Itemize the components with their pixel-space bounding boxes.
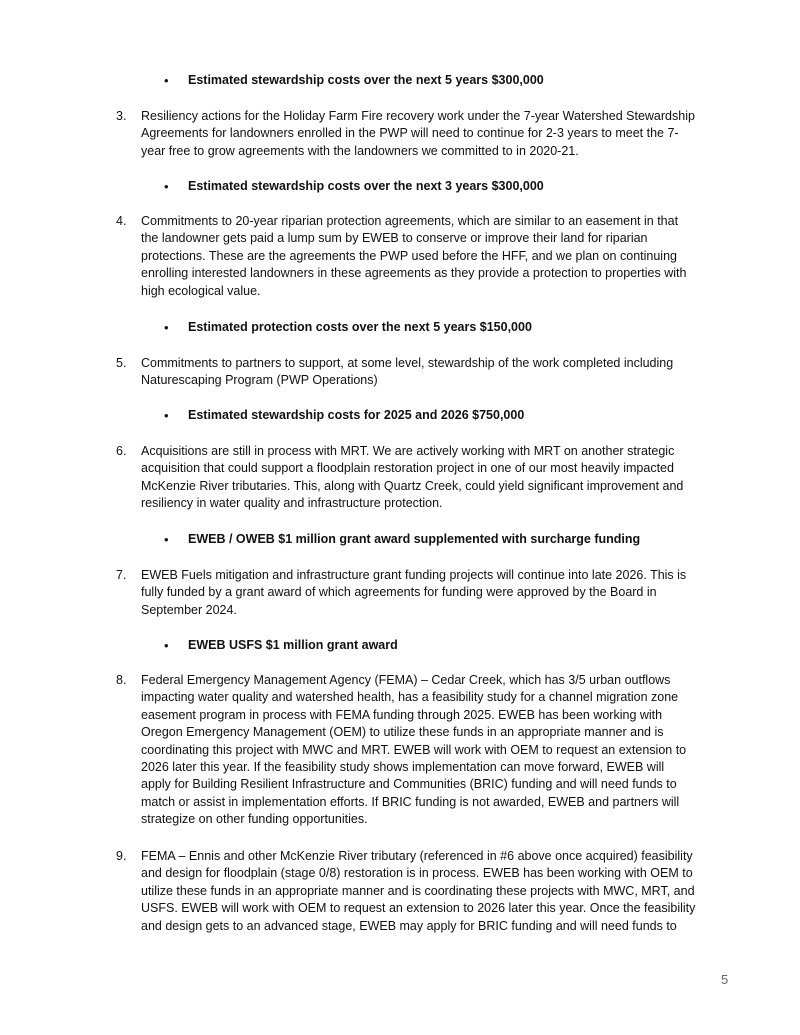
item-line: 2026 later this year. If the feasibility study shows implementation can move forward, EWEB will: [141, 760, 665, 775]
item-number: 7.: [116, 568, 127, 582]
item-line: EWEB Fuels mitigation and infrastructure grant funding projects will continue into late 2026. This is: [141, 568, 687, 582]
item-line: Agreements for landowners enrolled in the PWP will need to continue for 2-3 years to meet the 7-: [141, 126, 679, 141]
item-number: 6.: [116, 444, 127, 458]
list-item: [116, 672, 741, 829]
list-item: [116, 848, 741, 935]
item-line: fully funded by a grant award of which agreements for funding were approved by the Board in: [141, 585, 657, 600]
item-line: September 2024.: [141, 602, 237, 617]
item-line: USFS. EWEB will work with OEM to request an extension to 2026 later this year. Once the feasibility: [141, 901, 696, 916]
item-line: Commitments to 20-year riparian protection agreements, which are similar to an easement in that: [141, 214, 679, 228]
bullet-cost-estimate: • Estimated stewardship costs over the next 3 years $300,000: [188, 178, 544, 195]
item-line: coordinating this project with MWC and MRT. EWEB will work with OEM to request an extension to: [141, 742, 687, 757]
list-item: [116, 567, 741, 619]
item-line: and design gets to an advanced stage, EWEB may apply for BRIC funding and will need funds to: [141, 918, 677, 933]
item-line: apply for Building Resilient Infrastructure and Communities (BRIC) funding and will need funds to: [141, 777, 677, 792]
item-number: 9.: [116, 849, 127, 863]
list-item: [116, 443, 741, 513]
item-line: and design for floodplain (stage 0/8) restoration is in process. EWEB has been working with OEM to: [141, 866, 693, 881]
bullet-cost-estimate: • Estimated protection costs over the next 5 years $150,000: [188, 319, 532, 336]
bullet-cost-estimate: • Estimated stewardship costs over the next 5 years $300,000: [188, 72, 544, 89]
item-line: resiliency in water quality and infrastructure protection.: [141, 496, 443, 511]
item-line: FEMA – Ennis and other McKenzie River tributary (referenced in #6 above once acquired) feasibility: [141, 849, 693, 863]
item-line: Oregon Emergency Management (OEM) to utilize these funds in an appropriate manner and is: [141, 725, 664, 740]
list-item: [116, 213, 741, 300]
item-line: Naturescaping Program (PWP Operations): [141, 373, 378, 388]
item-line: Federal Emergency Management Agency (FEMA) – Cedar Creek, which has 3/5 urban outflows: [141, 673, 671, 687]
item-number: 5.: [116, 356, 127, 370]
item-line: match or assist in implementation efforts. If BRIC funding is not awarded, EWEB and partners will: [141, 794, 680, 809]
item-line: Resiliency actions for the Holiday Farm Fire recovery work under the 7-year Watershed Stewardship: [141, 109, 695, 123]
item-line: protections. These are the agreements the PWP used before the HFF, and we plan on continuing: [141, 248, 677, 263]
item-line: the landowner gets paid a lump sum by EWEB to conserve or improve their land for riparian: [141, 231, 648, 246]
item-line: strategize on other funding opportunities.: [141, 812, 368, 827]
item-line: Acquisitions are still in process with MRT. We are actively working with MRT on another strategic: [141, 444, 675, 458]
item-line: Commitments to partners to support, at some level, stewardship of the work completed including: [141, 356, 674, 370]
page-number: 5: [721, 972, 729, 987]
item-number: 4.: [116, 214, 127, 228]
bullet-grant-award: • EWEB / OWEB $1 million grant award supplemented with surcharge funding: [188, 531, 640, 548]
list-item: [116, 355, 741, 390]
item-line: year free to grow agreements with the landowners we committed to in 2020-21.: [141, 143, 579, 158]
bullet-grant-award: • EWEB USFS $1 million grant award: [188, 637, 398, 654]
item-line: enrolling interested landowners in these agreements as they provide a protection to properties with: [141, 266, 687, 281]
item-line: acquisition that could support a floodplain restoration project in one of our most heavily impacted: [141, 461, 674, 476]
item-line: high ecological value.: [141, 283, 261, 298]
bullet-cost-estimate: • Estimated stewardship costs for 2025 and 2026 $750,000: [188, 407, 524, 424]
item-number: 8.: [116, 673, 127, 687]
item-line: utilize these funds in an appropriate manner and is coordinating these projects with MWC, MRT, and: [141, 883, 695, 898]
item-number: 3.: [116, 109, 127, 123]
list-item: [116, 108, 741, 160]
item-line: McKenzie River tributaries. This, along with Quartz Creek, could yield significant improvement and: [141, 478, 684, 493]
item-line: easement program in process with FEMA funding through 2025. EWEB has been working with: [141, 707, 663, 722]
item-line: impacting water quality and watershed health, has a feasibility study for a channel migration zone: [141, 690, 679, 705]
